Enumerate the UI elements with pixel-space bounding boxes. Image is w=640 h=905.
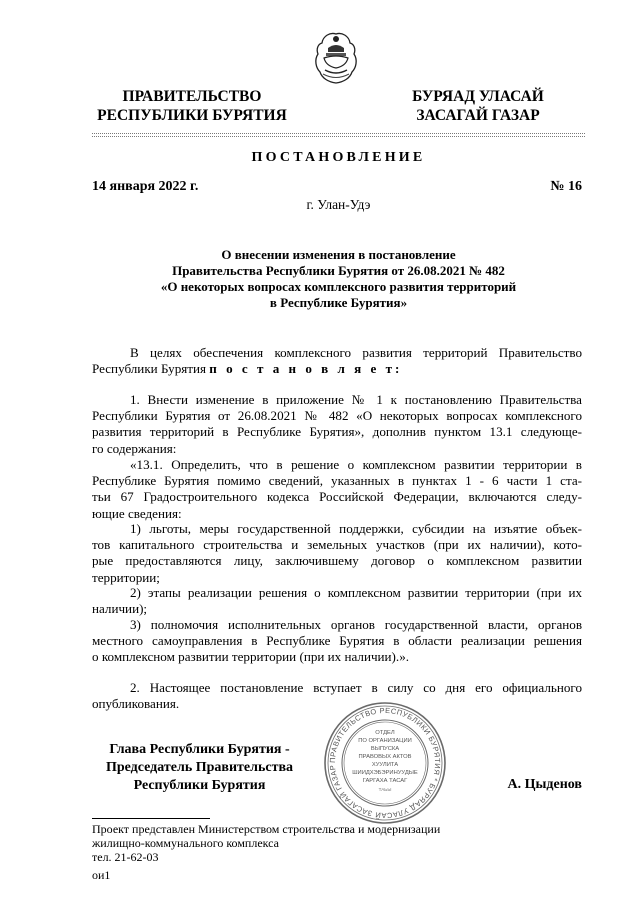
paragraph-line: о комплексном развитии территории (при их наличии).». (92, 649, 410, 665)
item-2 (92, 585, 582, 617)
paragraph-line: Республике Бурятия помимо сведений, указанных в пунктах 1 - 6 части 1 ста- (92, 473, 582, 489)
document-date: 14 января 2022 г. (92, 179, 199, 194)
footer-note (92, 822, 440, 864)
paragraph-line: местного самоуправления в Республике Бурятия в области реализации решения (92, 633, 582, 649)
svg-text:ОТДЕЛ: ОТДЕЛ (375, 730, 395, 736)
footer-rule (92, 818, 210, 819)
subject-line: «О некоторых вопросах комплексного развития территорий (160, 279, 517, 294)
signatory-line: Глава Республики Бурятия - (109, 742, 290, 757)
preamble (92, 345, 582, 377)
signatory-line: Председатель Правительства (105, 760, 294, 775)
svg-text:ГАРГАХА ТАСАГ: ГАРГАХА ТАСАГ (362, 778, 408, 784)
paragraph-line: наличии); (92, 601, 148, 617)
svg-text:ПРАВИТЕЛЬСТВО РЕСПУБЛИКИ БУРЯТ: ПРАВИТЕЛЬСТВО РЕСПУБЛИКИ БУРЯТИЯ * БУРЯАД УЛАСАЙ ЗАСАГАЙ ГАЗАР (327, 705, 443, 821)
paragraph-line: опубликования. (92, 696, 180, 712)
paragraph-line: 1. Внести изменение в приложение № 1 к постановлению Правительства (130, 392, 582, 407)
svg-text:ШИИДХЭБЭРИНУУДЫЕ: ШИИДХЭБЭРИНУУДЫЕ (352, 770, 418, 776)
paragraph-line: 2. Настоящее постановление вступает в силу со дня его официального (130, 680, 582, 695)
subject-line: в Республике Бурятия» (269, 295, 408, 310)
header-left-line2: РЕСПУБЛИКИ БУРЯТИЯ (97, 107, 287, 124)
footer-line: Проект представлен Министерством строительства и модернизации (92, 822, 441, 836)
paragraph-line: развития территорий в Республике Бурятия», дополнив пунктом 13.1 следующе- (92, 424, 582, 440)
preamble-prefix: Республики Бурятия (92, 361, 210, 377)
paragraph-line: «13.1. Определить, что в решение о комплексном развитии территории в (130, 457, 582, 472)
paragraph-line: тов капитального строительства и земельных участков (при их наличии), кото- (92, 537, 582, 553)
paragraph-line: территории; (92, 569, 160, 585)
subject-line: Правительства Республики Бурятия от 26.08.2021 № 482 (172, 263, 505, 278)
footer-line: тел. 21-62-03 (92, 850, 159, 864)
paragraph-13-1 (92, 457, 582, 522)
footer-line: жилищно-коммунального комплекса (92, 836, 279, 850)
header-right-line1: БУРЯАД УЛАСАЙ (412, 88, 544, 105)
signatory-position (92, 741, 307, 795)
signatory-name: А. Цыденов (507, 777, 582, 792)
header-divider-2 (92, 136, 585, 137)
svg-text:ПРАВОВЫХ АКТОВ: ПРАВОВЫХ АКТОВ (358, 754, 412, 760)
paragraph-line: рые предоставляются лицу, заключившему договор о комплексном развитии (92, 553, 582, 569)
item-1 (92, 521, 582, 586)
document-number: № 16 (550, 179, 582, 194)
svg-text:ТАЬЫ: ТАЬЫ (378, 787, 392, 792)
paragraph-line: тьи 67 Градостроительного кодекса Российской Федерации, включаются следу- (92, 489, 582, 505)
paragraph-line: 1) льготы, меры государственной поддержки, субсидии на изъятие объек- (130, 521, 582, 536)
paragraph-line: 2) этапы реализации решения о комплексном развитии территории (при их (130, 585, 582, 600)
item-3 (92, 617, 582, 666)
paragraph-line: го содержания: (92, 440, 177, 456)
preamble-line (92, 361, 582, 377)
preamble-resolves: п о с т а н о в л я е т: (209, 361, 403, 377)
header-divider (92, 133, 585, 134)
subject-line: О внесении изменения в постановление (221, 247, 456, 262)
signatory-line: Республики Бурятия (133, 778, 266, 793)
footer-code: ои1 (92, 868, 111, 882)
paragraph-line: 3) полномочия исполнительных органов государственной власти, органов (130, 617, 582, 632)
preamble-line: В целях обеспечения комплексного развития территорий Правительство (130, 345, 582, 360)
document-subject (92, 247, 585, 311)
republic-emblem-icon (310, 30, 362, 86)
paragraph-line: Республики Бурятия от 26.08.2021 № 482 «О некоторых вопросах комплексного (92, 408, 582, 424)
header-right (388, 87, 568, 125)
header-left-line1: ПРАВИТЕЛЬСТВО (122, 88, 262, 105)
svg-text:ХУУЛИТА: ХУУЛИТА (371, 762, 399, 768)
header-left (92, 87, 292, 125)
svg-text:ПО ОРГАНИЗАЦИИ: ПО ОРГАНИЗАЦИИ (358, 738, 412, 744)
paragraph-line: ющие сведения: (92, 505, 182, 521)
paragraph-1 (92, 392, 582, 457)
svg-text:ВЫПУСКА: ВЫПУСКА (370, 746, 400, 752)
document-title: ПОСТАНОВЛЕНИЕ (251, 150, 426, 165)
header-right-line2: ЗАСАГАЙ ГАЗАР (416, 107, 540, 124)
official-seal-stamp (322, 700, 448, 826)
document-city: г. Улан-Удэ (306, 197, 371, 212)
